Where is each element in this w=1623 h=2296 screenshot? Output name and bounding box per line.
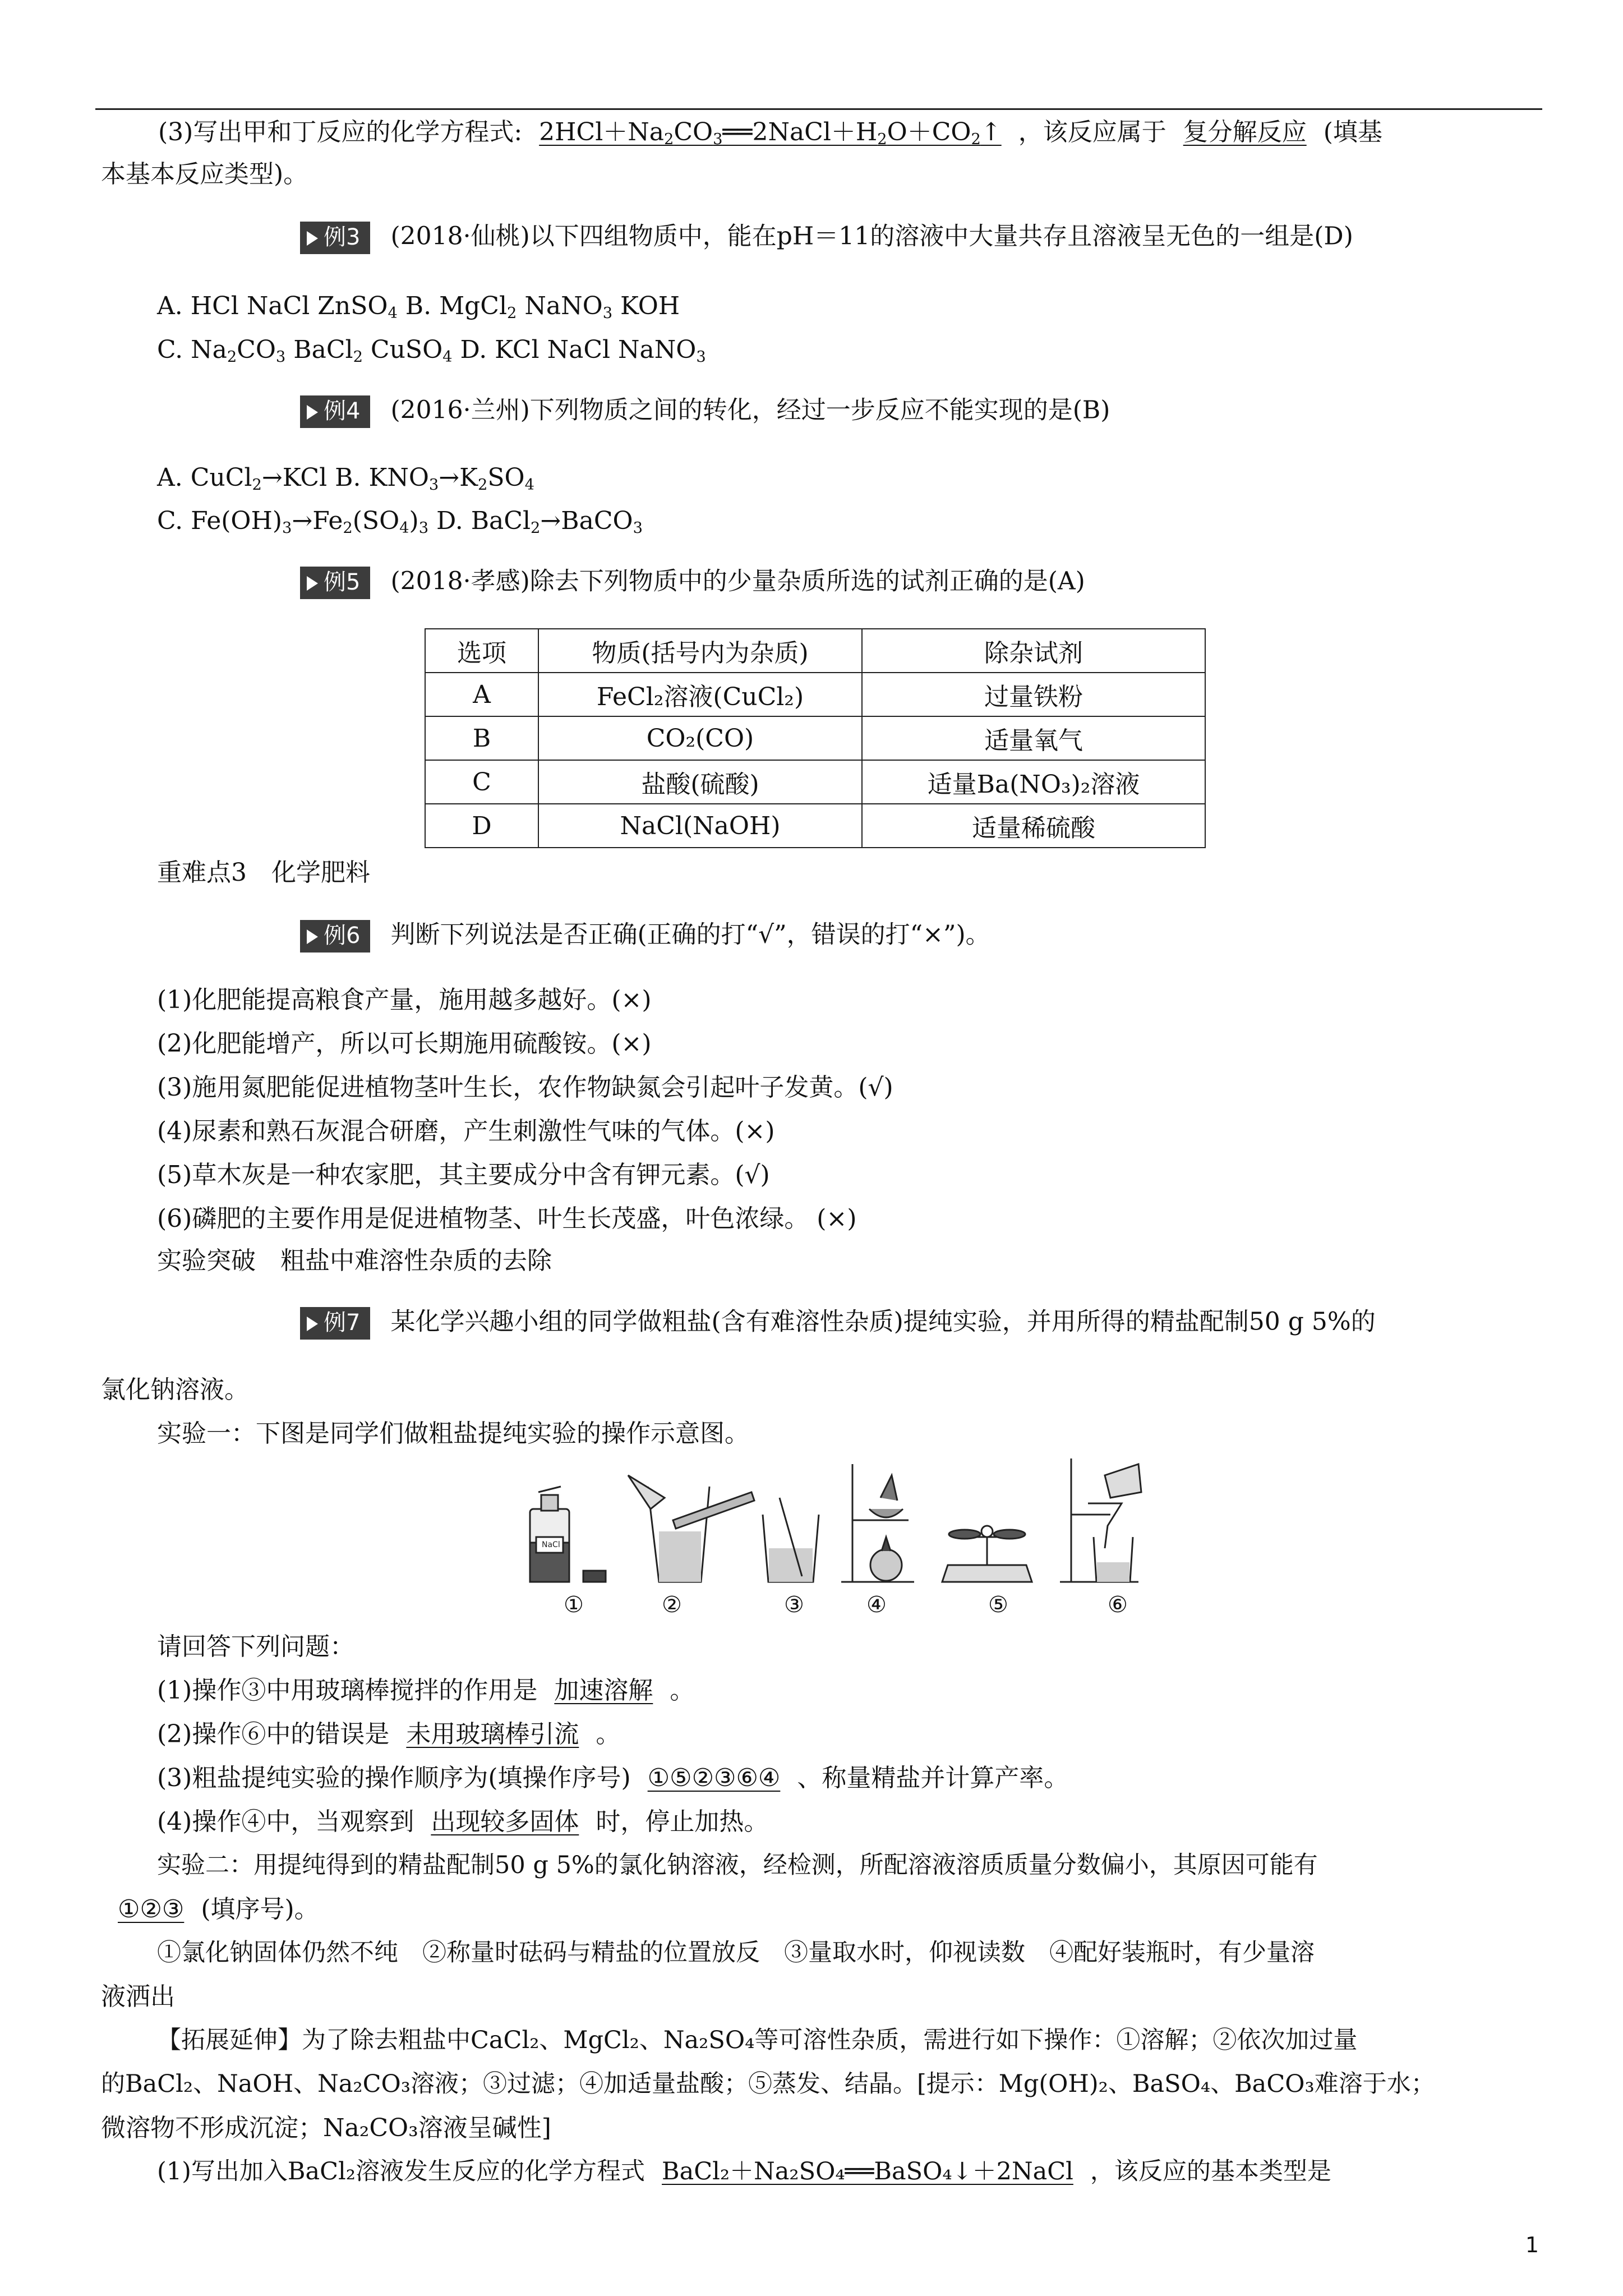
- table-cell: B: [425, 716, 538, 760]
- table-cell: 适量Ba(NO₃)₂溶液: [862, 760, 1205, 804]
- play-triangle-icon: [307, 930, 318, 944]
- q1-line: (1)操作③中用玻璃棒搅拌的作用是 加速溶解 。: [157, 1676, 695, 1705]
- table-cell: 过量铁粉: [862, 673, 1205, 716]
- q3b-answer: ①⑤②③⑥④: [647, 1764, 781, 1792]
- fig-bottle-label: NaCl: [542, 1540, 560, 1549]
- ex6-item: (4)尿素和熟石灰混合研磨，产生刺激性气味的气体。(×): [157, 1117, 775, 1145]
- ex3-stem: (2018·仙桃)以下四组物质中，能在pH＝11的溶液中大量共存且溶液呈无色的一组是(D): [390, 222, 1353, 251]
- reason-options: ①氯化钠固体仍然不纯 ②称量时砝码与精盐的位置放反 ③量取水时，仰视读数 ④配好装瓶时，有少量溶: [157, 1939, 1315, 1967]
- table-cell: 适量稀硫酸: [862, 804, 1205, 848]
- play-triangle-icon: [307, 1317, 318, 1331]
- experiment-one-intro: 实验一：下图是同学们做粗盐提纯实验的操作示意图。: [157, 1419, 749, 1448]
- play-triangle-icon: [307, 231, 318, 246]
- q2-answer: 未用玻璃棒引流: [406, 1720, 579, 1749]
- section-heading-experiment: 实验突破 粗盐中难溶性杂质的去除: [157, 1246, 552, 1275]
- ex6-item: (6)磷肥的主要作用是促进植物茎、叶生长茂盛，叶色浓绿。 (×): [157, 1204, 857, 1233]
- ex6-tag: 例6: [300, 920, 370, 953]
- reason-options-cont: 液洒出: [101, 1982, 175, 2011]
- table-cell: CO₂(CO): [538, 716, 862, 760]
- exp2-answer: ①②③: [118, 1895, 185, 1924]
- stirring-beaker-icon: [763, 1498, 819, 1582]
- extension-line: 微溶物不形成沉淀；Na₂CO₃溶液呈碱性]: [101, 2114, 551, 2142]
- q2-line: (2)操作⑥中的错误是 未用玻璃棒引流 。: [157, 1720, 621, 1749]
- ex4-options-cd: C. $Fe(OH)_3\to Fe_2(SO_4)_3$ D. BaCl$_2$→BaCO$_3$: [157, 507, 643, 537]
- ex5-tag: 例5: [300, 567, 370, 599]
- filtration-setup-icon: [1060, 1458, 1141, 1582]
- table-cell: FeCl₂溶液(CuCl₂): [538, 673, 862, 716]
- table-cell: NaCl(NaOH): [538, 804, 862, 848]
- question-intro: 请回答下列问题：: [157, 1632, 354, 1661]
- q3-prefix: (3)写出甲和丁反应的化学方程式:: [158, 118, 523, 146]
- extension-line: 的BaCl₂、NaOH、Na₂CO₃溶液；③过滤；④加适量盐酸；⑤蒸发、结晶。[提示：Mg(OH)₂、BaSO₄、BaCO₃难溶于水；: [101, 2070, 1435, 2098]
- fig-number: ①: [564, 1592, 584, 1618]
- reagent-bottle-icon: [530, 1487, 606, 1582]
- table-header-row: [425, 629, 1205, 673]
- table-cell: 盐酸(硫酸): [538, 760, 862, 804]
- fig-number: ③: [784, 1592, 804, 1618]
- ex3-options-ab: A. HCl NaCl ZnSO$_4$ B. MgCl$_2$ NaNO$_3$ KOH: [157, 292, 680, 322]
- q1-answer: 加速溶解: [554, 1676, 653, 1705]
- table-header: 除杂试剂: [862, 629, 1205, 673]
- ex6-item: (3)施用氮肥能促进植物茎叶生长，农作物缺氮会引起叶子发黄。(√): [157, 1073, 893, 1102]
- table-row: [425, 760, 1205, 804]
- ex4-options-ab: A. CuCl$_2$→KCl B. $KNO_3\to K_2SO_4$: [157, 463, 534, 494]
- ex5-stem-line: [300, 567, 1085, 599]
- ex3-tag: 例3: [300, 222, 370, 254]
- balance-icon: [942, 1526, 1032, 1582]
- ex7-stem-cont: 氯化钠溶液。: [101, 1375, 249, 1404]
- fig-number: ⑥: [1108, 1592, 1128, 1618]
- q3-line1: [158, 118, 1382, 148]
- top-rule: [95, 108, 1542, 110]
- ex7-tag: 例7: [300, 1307, 370, 1340]
- ext-q1-answer: BaCl₂＋Na₂SO₄══BaSO₄↓＋2NaCl: [662, 2157, 1073, 2185]
- table-header: 物质(括号内为杂质): [538, 629, 862, 673]
- ex7-stem: 某化学兴趣小组的同学做粗盐(含有难溶性杂质)提纯实验，并用所得的精盐配制50 g 5%的: [390, 1307, 1376, 1336]
- table-row: [425, 716, 1205, 760]
- ext-q1-line: (1)写出加入BaCl₂溶液发生反应的化学方程式 BaCl₂＋Na₂SO₄══BaSO₄↓＋2NaCl ，该反应的基本类型是: [157, 2157, 1365, 2187]
- table-cell: 适量氧气: [862, 716, 1205, 760]
- ex6-stem: 判断下列说法是否正确(正确的打“√”，错误的打“×”)。: [390, 920, 990, 949]
- q4-answer: 出现较多固体: [431, 1807, 579, 1836]
- extension-line: 【拓展延伸】为了除去粗盐中CaCl₂、MgCl₂、Na₂SO₄等可溶性杂质，需进行如下操作：①溶解；②依次加过量: [157, 2026, 1358, 2054]
- table-header: 选项: [425, 629, 538, 673]
- dissolving-beaker-icon: [628, 1475, 754, 1582]
- page-number: 1: [1525, 2233, 1539, 2257]
- play-triangle-icon: [307, 576, 318, 591]
- table-row: [425, 804, 1205, 848]
- ex5-stem: (2018·孝感)除去下列物质中的少量杂质所选的试剂正确的是(A): [390, 567, 1085, 596]
- ex4-stem: (2016·兰州)下列物质之间的转化，经过一步反应不能实现的是(B): [390, 395, 1110, 425]
- table-row: [425, 673, 1205, 716]
- section-heading-fertilizer: 重难点3 化学肥料: [157, 858, 370, 887]
- fig-number: ②: [662, 1592, 682, 1618]
- q3-answer: 复分解反应: [1183, 118, 1307, 146]
- q3b-line: (3)粗盐提纯实验的操作顺序为(填操作序号) ①⑤②③⑥④ 、称量精盐并计算产率。: [157, 1764, 1069, 1792]
- salt-purification-figure: [522, 1453, 1150, 1616]
- table-cell: A: [425, 673, 538, 716]
- q3-equation: $2HCl+Na_2CO_3══2NaCl+H_2O+CO_2↑$: [539, 118, 1002, 148]
- ex6-item: (1)化肥能提高粮食产量，施用越多越好。(×): [157, 986, 652, 1014]
- ex3-stem-line: [300, 222, 1353, 254]
- ex4-tag: 例4: [300, 395, 370, 428]
- ex4-stem-line: [300, 395, 1110, 428]
- ex6-item: (2)化肥能增产，所以可长期施用硫酸铵。(×): [157, 1029, 652, 1058]
- q3-line2: 本基本反应类型)。: [101, 160, 308, 188]
- ex6-item: (5)草木灰是一种农家肥，其主要成分中含有钾元素。(√): [157, 1161, 770, 1189]
- fig-number: ⑤: [988, 1592, 1008, 1618]
- table-cell: D: [425, 804, 538, 848]
- experiment-two: 实验二：用提纯得到的精盐配制50 g 5%的氯化钠溶液，经检测，所配溶液溶质质量分数偏小，其原因可能有: [157, 1851, 1318, 1879]
- blank-line: [1331, 2157, 1365, 2185]
- table-cell: C: [425, 760, 538, 804]
- exp2-answer-line: ①②③ (填序号)。: [101, 1895, 319, 1925]
- q3-mid: ，该反应属于: [1018, 118, 1166, 146]
- play-triangle-icon: [307, 405, 318, 420]
- ex7-stem-line: [300, 1307, 1376, 1340]
- evaporation-setup-icon: [841, 1464, 914, 1582]
- fig-number: ④: [866, 1592, 887, 1618]
- ex6-stem-line: [300, 920, 990, 953]
- ex3-options-cd: C. $Na_2CO_3$ BaCl$_2$ CuSO$_4$ D. KCl NaCl NaNO$_3$: [157, 335, 706, 366]
- q3-suffix: (填基: [1323, 118, 1382, 146]
- impurity-table: [425, 628, 1206, 848]
- q4-line: (4)操作④中，当观察到 出现较多固体 时，停止加热。: [157, 1807, 769, 1836]
